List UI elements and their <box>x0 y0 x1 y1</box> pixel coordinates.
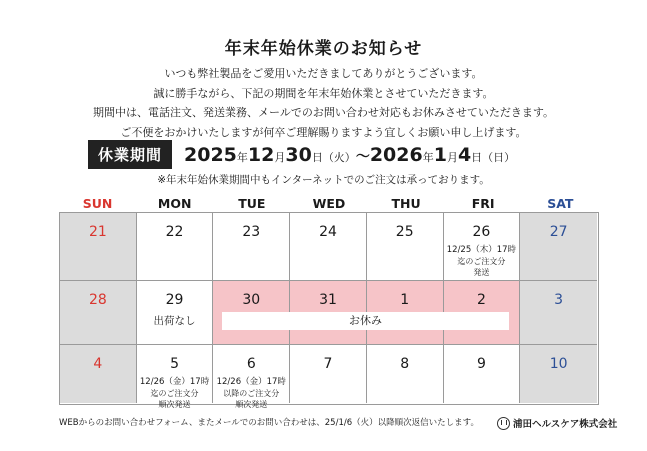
calendar-day-cell <box>60 281 137 345</box>
day-number: 28 <box>88 292 107 308</box>
start-day-unit: 日 <box>311 150 323 164</box>
day-number: 10 <box>549 356 568 372</box>
day-number: 4 <box>93 356 103 372</box>
range-tilde: ～ <box>355 148 370 165</box>
shipping-note: 順次発送 <box>235 400 268 409</box>
day-number: 2 <box>476 292 486 308</box>
period-label: 休業期間 <box>88 140 172 169</box>
closure-period <box>88 140 515 169</box>
weekday-sun: SUN <box>82 196 113 211</box>
day-number: 30 <box>242 292 261 308</box>
start-day: 30 <box>285 143 312 166</box>
footer-note: WEBからのお問い合わせフォーム、またメールでのお問い合わせは、25/1/6（火）以降順次返信いたします。 <box>59 418 479 428</box>
end-dow: （日） <box>482 150 516 164</box>
weekday-sat: SAT <box>547 196 574 211</box>
day-number: 27 <box>549 224 568 240</box>
end-month: 1 <box>433 143 447 166</box>
day-number: 21 <box>88 224 107 240</box>
calendar-day-cell <box>367 345 444 403</box>
calendar-day-cell <box>520 345 597 403</box>
end-day-unit: 日 <box>471 150 483 164</box>
calendar-day-cell <box>520 213 597 281</box>
intro-text <box>0 64 647 142</box>
shipping-note: 12/26（金）17時 <box>139 377 210 387</box>
start-year: 2025 <box>184 143 237 166</box>
shipping-note: 迄のご注文分 <box>150 389 199 398</box>
day-number: 29 <box>165 292 184 308</box>
calendar-day-cell <box>520 281 597 345</box>
day-number: 22 <box>165 224 184 240</box>
weekday-header <box>59 196 599 211</box>
calendar-day-cell <box>444 213 521 281</box>
day-number: 5 <box>170 356 180 372</box>
shipping-note: 12/26（金）17時 <box>216 377 286 387</box>
day-number: 8 <box>400 356 410 372</box>
weekday-thu: THU <box>391 196 421 211</box>
period-dates <box>184 144 515 166</box>
online-order-note: ※年末年始休業期間中もインターネットでのご注文は承っております。 <box>157 174 490 186</box>
day-number: 9 <box>476 356 486 372</box>
company-brand <box>497 416 617 430</box>
intro-line: いつも弊社製品をご愛用いただきましてありがとうございます。 <box>164 67 483 80</box>
day-number: 7 <box>323 356 333 372</box>
calendar-day-cell <box>213 213 290 281</box>
end-year-unit: 年 <box>422 150 434 164</box>
shipping-note: 以降のご注文分 <box>223 389 280 398</box>
intro-line: ご不便をおかけいたしますが何卒ご理解賜りますよう宜しくお願い申し上げます。 <box>120 125 527 139</box>
company-logo-icon <box>497 417 510 430</box>
start-month-unit: 月 <box>274 150 286 164</box>
calendar-day-cell <box>290 345 367 403</box>
day-number: 23 <box>242 224 261 240</box>
day-number: 1 <box>400 292 410 308</box>
end-day: 4 <box>457 143 472 166</box>
holiday-label: お休み <box>222 312 509 330</box>
calendar-day-cell <box>367 213 444 281</box>
calendar-day-cell <box>60 213 137 281</box>
intro-line: 誠に勝手ながら、下記の期間を年末年始休業とさせていただきます。 <box>153 86 494 100</box>
end-month-unit: 月 <box>446 150 458 164</box>
calendar-day-cell <box>137 345 214 409</box>
day-number: 25 <box>395 224 414 240</box>
shipping-note: 発送 <box>473 268 490 277</box>
weekday-mon: MON <box>157 196 192 211</box>
start-dow: （火） <box>322 150 356 164</box>
day-number: 31 <box>319 292 337 308</box>
calendar-day-cell <box>213 345 290 409</box>
shipping-note: 順次発送 <box>158 400 191 409</box>
end-year: 2026 <box>369 143 423 166</box>
day-number: 26 <box>472 224 491 240</box>
calendar-day-cell <box>444 345 521 403</box>
calendar-day-cell <box>290 213 367 281</box>
calendar-grid <box>59 212 599 409</box>
start-year-unit: 年 <box>236 150 248 164</box>
intro-line: 期間中は、電話注文、発送業務、メールでのお問い合わせ対応もお休みさせていただきます。 <box>93 106 554 119</box>
company-name: 浦田ヘルスケア株式会社 <box>513 419 618 430</box>
start-month: 12 <box>247 143 275 166</box>
calendar-day-cell <box>137 213 214 281</box>
shipping-note: 12/25（木）17時 <box>446 245 517 255</box>
shipping-note: 迄のご注文分 <box>457 257 506 266</box>
page-title: 年末年始休業のお知らせ <box>224 39 423 59</box>
day-number: 6 <box>246 356 256 372</box>
no-shipping-label: 出荷なし <box>153 315 196 327</box>
calendar-day-cell <box>60 345 137 403</box>
weekday-tue: TUE <box>238 196 266 211</box>
weekday-wed: WED <box>312 196 346 211</box>
day-number: 3 <box>554 292 564 308</box>
weekday-fri: FRI <box>471 196 495 211</box>
calendar-day-cell <box>137 281 214 345</box>
day-number: 24 <box>319 224 337 240</box>
